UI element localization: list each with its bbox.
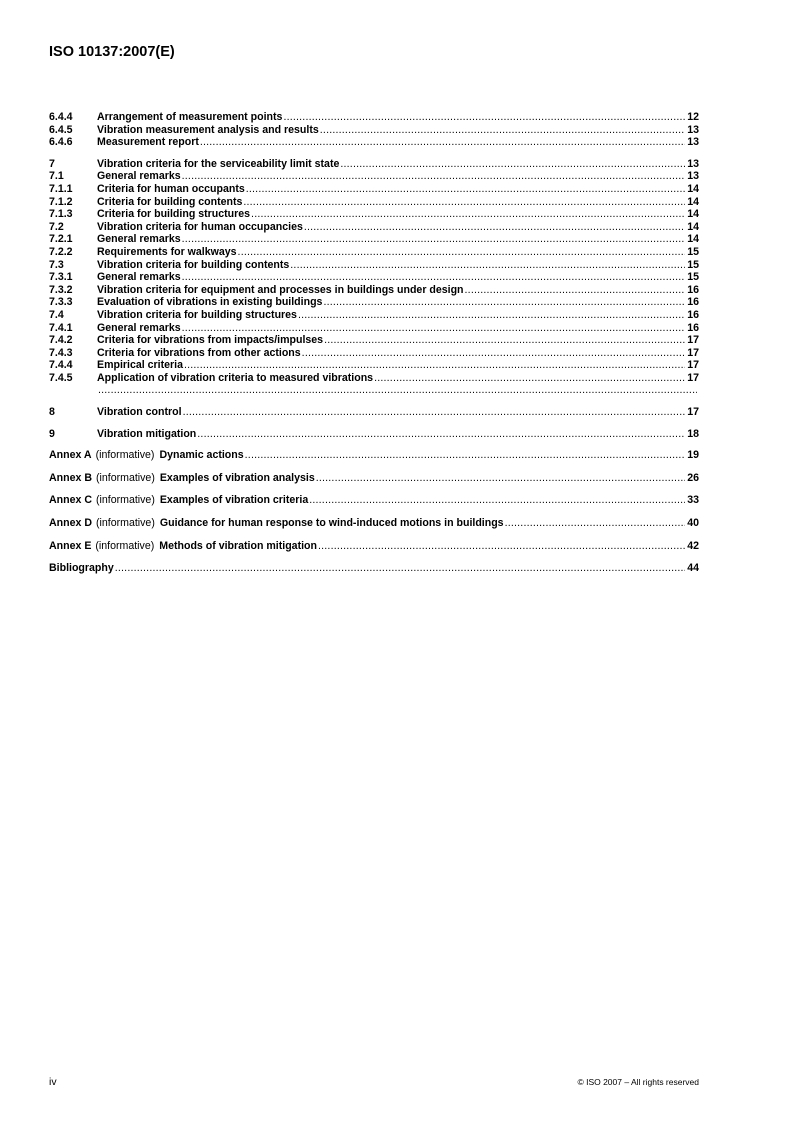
toc-entry-title: Evaluation of vibrations in existing buildings	[97, 296, 323, 309]
toc-entry-page: 17	[687, 359, 699, 372]
toc-entry-page: 14	[687, 220, 699, 233]
copyright-notice: © ISO 2007 – All rights reserved	[577, 1077, 699, 1087]
annex-label: Annex A	[49, 449, 92, 462]
toc-entry[interactable]	[49, 246, 699, 259]
toc-entry-number: 7.4.4	[49, 359, 73, 372]
toc-entry-page: 17	[687, 346, 699, 359]
toc-entry[interactable]	[49, 259, 699, 272]
dot-leader	[465, 284, 686, 297]
dot-leader	[238, 246, 686, 259]
toc-entry-number: 7	[49, 157, 55, 170]
dot-leader	[182, 322, 686, 335]
toc-entry-title: Vibration control	[97, 406, 182, 419]
annex-note: (informative)	[95, 494, 155, 507]
dot-leader	[182, 271, 686, 284]
toc-entry[interactable]	[49, 406, 699, 419]
toc-entry-number: 7.3.2	[49, 283, 73, 296]
toc-entry-number: 7.4.1	[49, 321, 73, 334]
dot-leader	[115, 562, 685, 575]
toc-annex-entry[interactable]	[49, 517, 699, 530]
toc-entry-title: Criteria for building structures	[97, 208, 251, 221]
dot-leader	[98, 384, 697, 397]
dot-leader	[183, 406, 686, 419]
toc-entry-number: 7.4.3	[49, 346, 73, 359]
toc-entry[interactable]	[49, 208, 699, 221]
toc-entry-page: 17	[687, 371, 699, 384]
toc-annex-entry[interactable]	[49, 472, 699, 485]
dot-leader	[374, 372, 685, 385]
dot-leader	[243, 196, 685, 209]
toc-entry-page: 17	[687, 334, 699, 347]
dot-leader	[302, 347, 686, 360]
toc-entry[interactable]	[49, 347, 699, 360]
toc-entry-page: 16	[687, 283, 699, 296]
toc-entry-title: Vibration criteria for human occupancies	[97, 220, 303, 233]
toc-entry-title: Vibration criteria for equipment and processes in buildings under design	[97, 283, 464, 296]
toc-entry-title: Vibration mitigation	[97, 427, 197, 440]
dot-leader	[182, 170, 686, 183]
toc-entry-number: 7.1.2	[49, 195, 73, 208]
toc-entry-page: 14	[687, 208, 699, 221]
toc-entry-page: 14	[687, 195, 699, 208]
toc-entry-title: General remarks	[97, 170, 181, 183]
toc-entry[interactable]	[49, 296, 699, 309]
annex-note: (informative)	[95, 449, 155, 462]
toc-annex-entry[interactable]	[49, 540, 699, 553]
toc-entry-title: Bibliography	[49, 562, 114, 575]
dot-leader	[184, 359, 685, 372]
dot-leader	[290, 259, 685, 272]
toc-entry-page: 13	[687, 136, 699, 149]
dot-leader	[245, 449, 686, 462]
dot-leader	[340, 158, 685, 171]
toc-entry[interactable]	[49, 284, 699, 297]
toc-entry-page: 16	[687, 296, 699, 309]
toc-entry-page: 13	[687, 170, 699, 183]
toc-entry-title: Vibration criteria for building contents	[97, 258, 290, 271]
toc-annex-entry[interactable]	[49, 494, 699, 507]
toc-entry-title: Vibration criteria for building structures	[97, 308, 297, 321]
toc-entry-page: 44	[687, 562, 699, 575]
dot-leader	[505, 517, 686, 530]
toc-entry-number: 7.1.3	[49, 208, 73, 221]
toc-entry-title: General remarks	[97, 233, 181, 246]
toc-entry-title: Criteria for building contents	[97, 195, 243, 208]
toc-entry-title: Guidance for human response to wind-induced motions in buildings	[159, 517, 504, 530]
toc-annex-entry[interactable]	[49, 449, 699, 462]
toc-entry-title: Vibration measurement analysis and results	[97, 123, 319, 136]
toc-entry-number: 7.4.5	[49, 371, 73, 384]
toc-entry[interactable]	[49, 309, 699, 322]
toc-entry-page: 16	[687, 321, 699, 334]
annex-label: Annex E	[49, 539, 92, 552]
dot-leader	[251, 208, 685, 221]
toc-entry-number: 7.4.2	[49, 334, 73, 347]
toc-entry-title: Requirements for walkways	[97, 245, 237, 258]
toc-bibliography-entry[interactable]	[49, 562, 699, 575]
toc-entry-page: 26	[687, 471, 699, 484]
dot-leader	[200, 136, 685, 149]
dot-leader	[304, 221, 685, 234]
toc-entry-number: 6.4.5	[49, 123, 73, 136]
toc-entry[interactable]	[49, 111, 699, 124]
toc-entry-page: 14	[687, 182, 699, 195]
toc-entry-number: 7.4	[49, 308, 64, 321]
toc-entry[interactable]	[49, 158, 699, 171]
toc-entry-page: 13	[687, 157, 699, 170]
toc-entry[interactable]	[49, 428, 699, 441]
toc-entry-number: 6.4.6	[49, 136, 73, 149]
dot-leader	[182, 233, 686, 246]
toc-entry-page: 40	[687, 517, 699, 530]
toc-entry-title: Criteria for human occupants	[97, 182, 245, 195]
toc-entry-page: 18	[687, 427, 699, 440]
toc-entry-title: Measurement report	[97, 136, 199, 149]
toc-entry-title: Application of vibration criteria to measured vibrations	[97, 371, 374, 384]
toc-entry-number: 7.3.1	[49, 271, 73, 284]
toc-entry-title: General remarks	[97, 271, 181, 284]
toc-entry[interactable]	[49, 221, 699, 234]
toc-entry-number: 7.2.1	[49, 233, 73, 246]
toc-entry-page: 14	[687, 233, 699, 246]
toc-entry-number: 7.1	[49, 170, 64, 183]
toc-entry-page: 19	[687, 449, 699, 462]
toc-entry[interactable]	[49, 359, 699, 372]
toc-entry[interactable]	[49, 271, 699, 284]
toc-entry-title: Examples of vibration analysis	[159, 471, 315, 484]
toc-entry-number: 7.3	[49, 258, 64, 271]
toc-entry-title: Arrangement of measurement points	[97, 111, 283, 123]
toc-entry-number: 9	[49, 427, 55, 440]
toc-entry-title: Methods of vibration mitigation	[159, 539, 317, 552]
dot-leader	[309, 494, 685, 507]
toc-entry-page: 17	[687, 406, 699, 419]
table-of-contents	[49, 111, 699, 575]
toc-entry-page: 42	[687, 539, 699, 552]
dot-leader	[320, 124, 685, 137]
toc-entry[interactable]	[49, 384, 699, 397]
toc-entry-number: 6.4.4	[49, 111, 73, 123]
toc-entry-number: 7.3.3	[49, 296, 73, 309]
toc-entry-page: 15	[687, 245, 699, 258]
toc-entry-number: 7.1.1	[49, 182, 73, 195]
annex-label: Annex D	[49, 517, 92, 530]
dot-leader	[318, 540, 685, 553]
toc-entry[interactable]	[49, 170, 699, 183]
toc-entry[interactable]	[49, 322, 699, 335]
annex-label: Annex C	[49, 494, 92, 507]
dot-leader	[324, 334, 685, 347]
toc-entry-page: 12	[687, 111, 699, 123]
toc-entry[interactable]	[49, 136, 699, 149]
annex-label: Annex B	[49, 471, 92, 484]
toc-entry-number: 7.2	[49, 220, 64, 233]
dot-leader	[323, 296, 685, 309]
toc-entry-page: 13	[687, 123, 699, 136]
toc-entry-title: Criteria for vibrations from other actions	[97, 346, 301, 359]
toc-entry-page: 15	[687, 271, 699, 284]
toc-entry-title: Vibration criteria for the serviceability limit state	[97, 157, 340, 170]
annex-note: (informative)	[95, 471, 155, 484]
toc-entry-title: General remarks	[97, 321, 181, 334]
dot-leader	[316, 472, 685, 485]
toc-entry-page: 33	[687, 494, 699, 507]
toc-entry[interactable]	[49, 124, 699, 137]
toc-entry-title: Criteria for vibrations from impacts/impulses	[97, 334, 324, 347]
toc-entry[interactable]	[49, 196, 699, 209]
toc-entry-number: 7.2.2	[49, 245, 73, 258]
toc-entry-title: Dynamic actions	[159, 449, 244, 462]
dot-leader	[197, 428, 685, 441]
toc-entry-page: 16	[687, 308, 699, 321]
annex-note: (informative)	[95, 539, 155, 552]
document-id: ISO 10137:2007(E)	[49, 44, 175, 60]
toc-entry[interactable]	[49, 372, 699, 385]
dot-leader	[298, 309, 685, 322]
toc-entry-number: 8	[49, 406, 55, 419]
toc-entry-page: 15	[687, 258, 699, 271]
page-number: iv	[49, 1076, 57, 1088]
toc-entry-title: Examples of vibration criteria	[159, 494, 309, 507]
toc-entry[interactable]	[49, 183, 699, 196]
toc-entry[interactable]	[49, 233, 699, 246]
toc-entry-title: Empirical criteria	[97, 359, 183, 372]
dot-leader	[283, 111, 685, 124]
dot-leader	[246, 183, 685, 196]
toc-entry[interactable]	[49, 334, 699, 347]
annex-note: (informative)	[95, 517, 155, 530]
